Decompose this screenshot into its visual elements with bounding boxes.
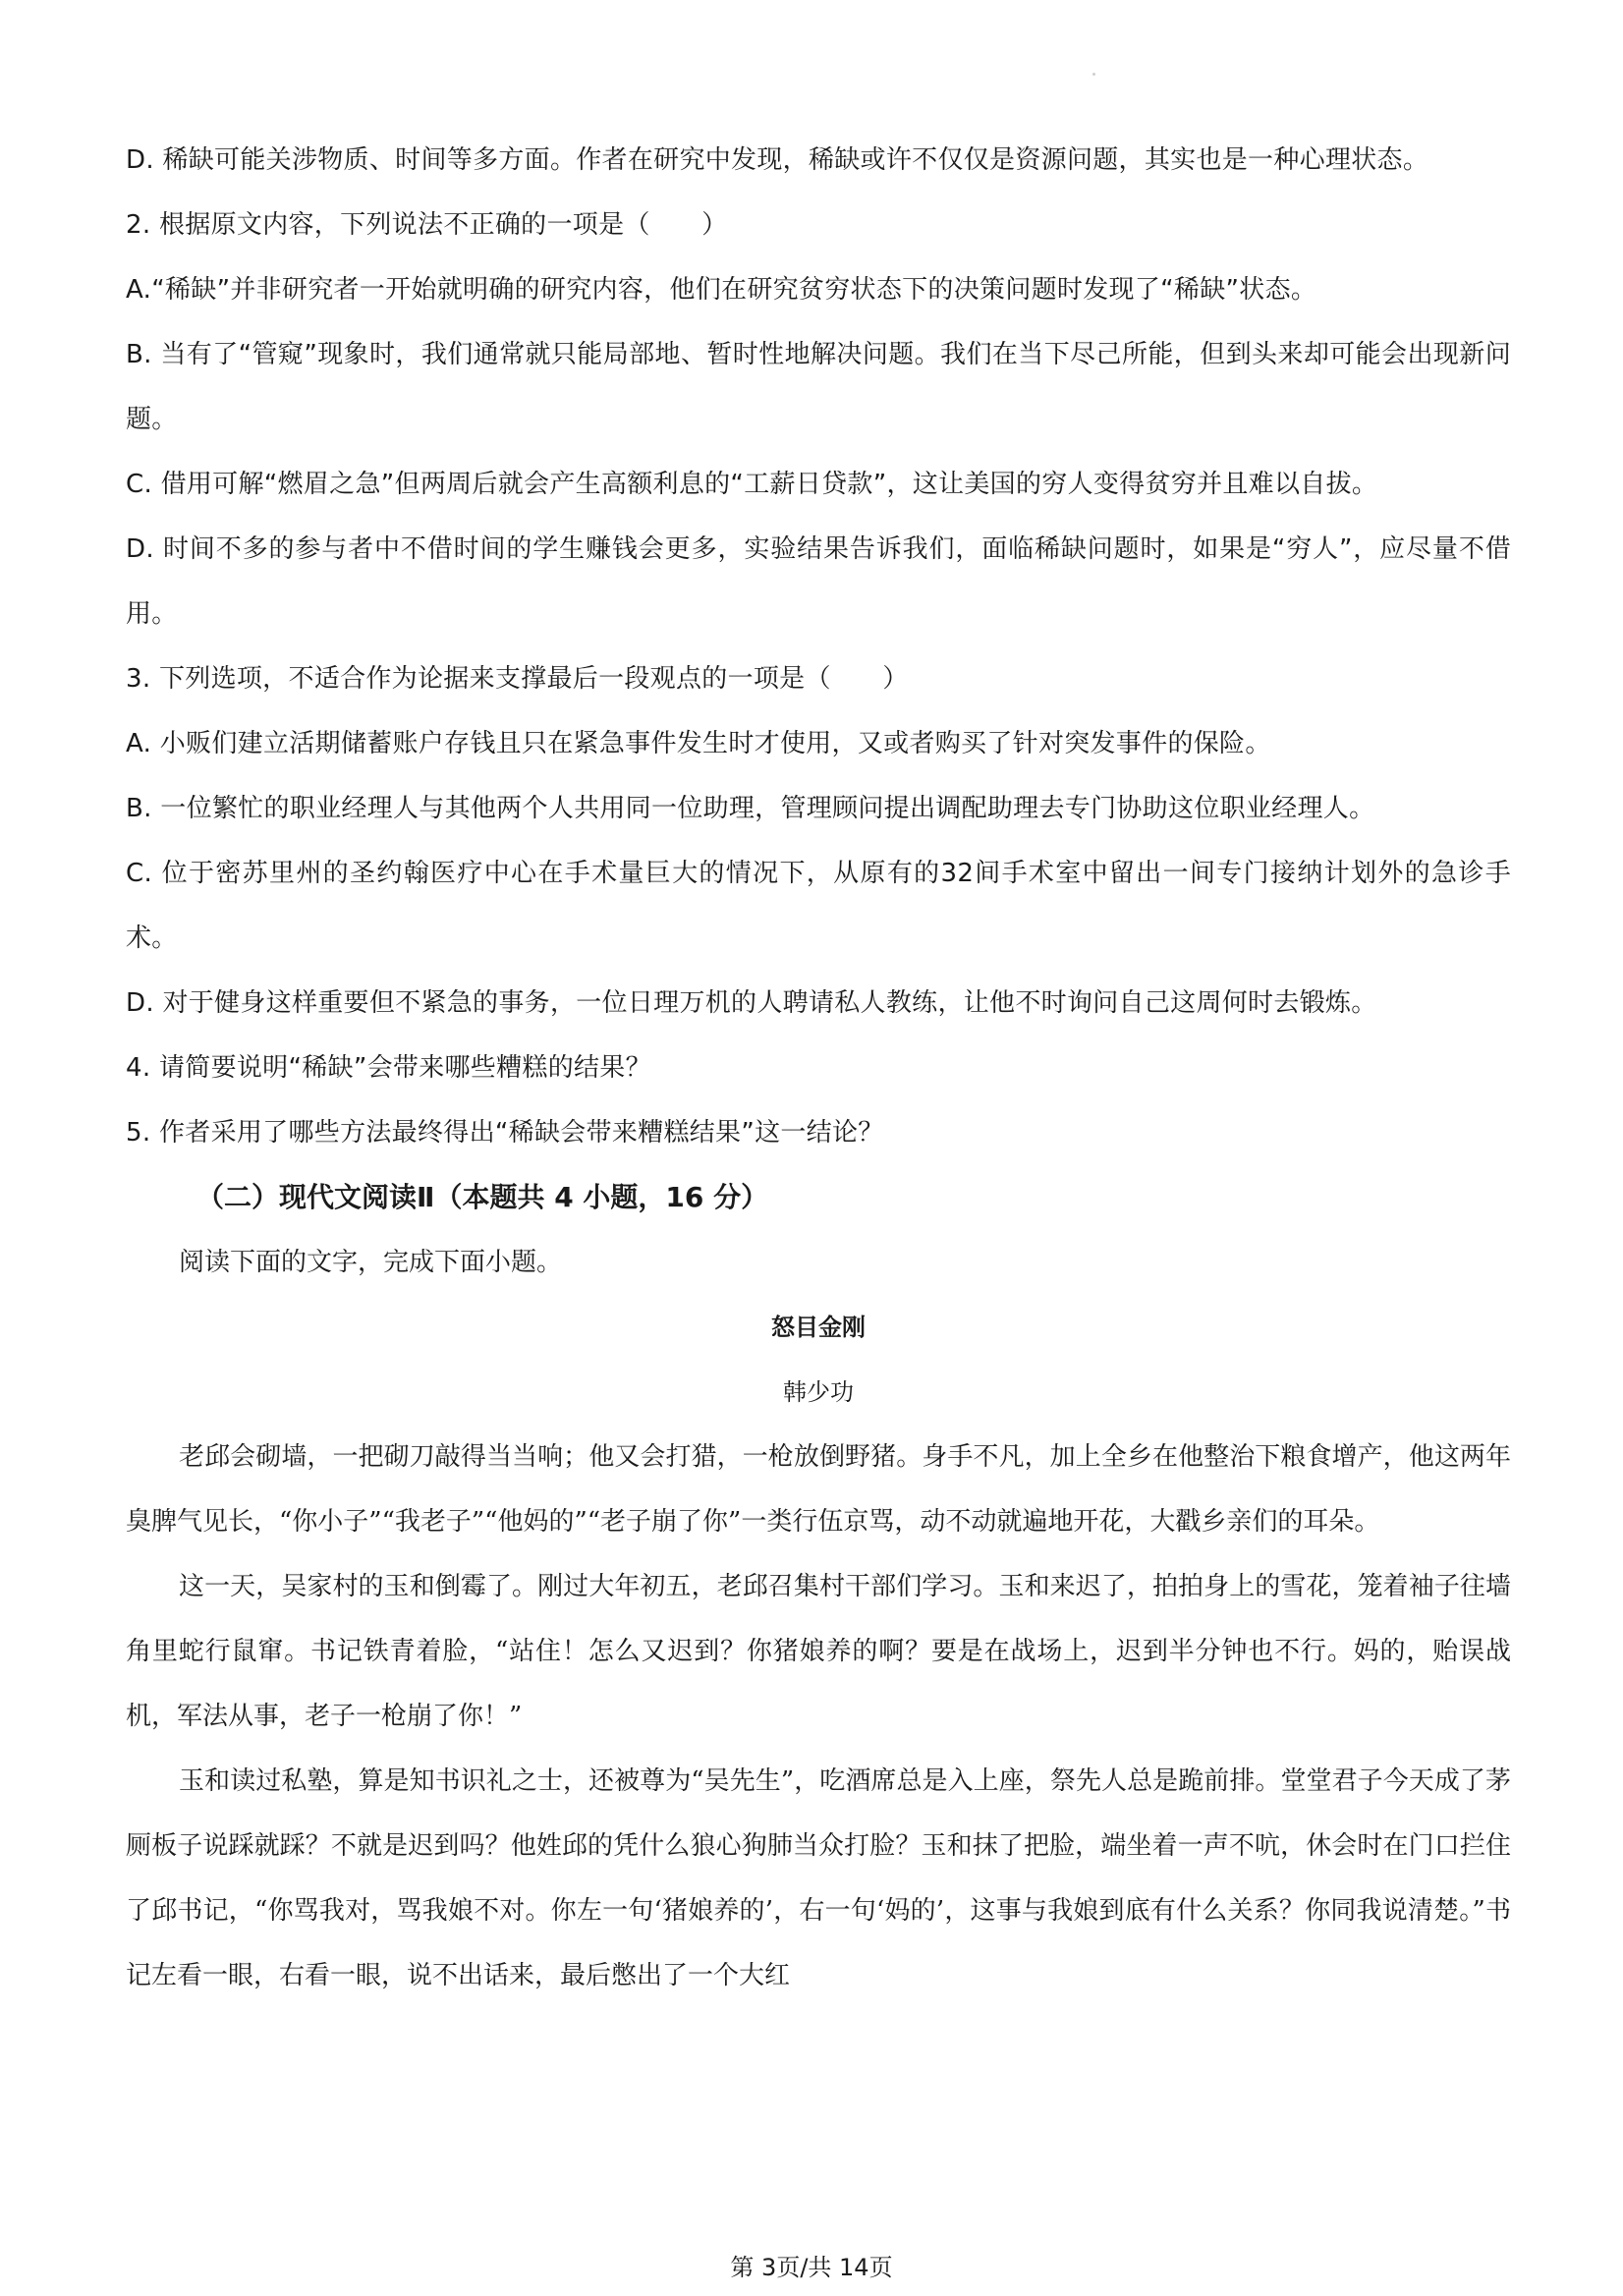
question-2: 2. 根据原文内容，下列说法不正确的一项是（ ） (126, 210, 728, 240)
story-paragraph: 老邱会砌墙，一把砌刀敲得当当响；他又会打猎，一枪放倒野猪。身手不凡，加上全乡在他整治下粮食增产，他这两年臭脾气见长，“你小子”“我老子”“他妈的”“老子崩了你”一类行伍京骂，动不动就遍地开花，大戳乡亲们的耳朵。 (126, 1442, 1511, 1537)
option-c-q3: C. 位于密苏里州的圣约翰医疗中心在手术量巨大的情况下，从原有的32间手术室中留出一间专门接纳计划外的急诊手术。 (126, 859, 1511, 953)
story-paragraph: 这一天，吴家村的玉和倒霉了。刚过大年初五，老邱召集村干部们学习。玉和来迟了，拍拍身上的雪花，笼着袖子往墙角里蛇行鼠窜。书记铁青着脸，“站住！怎么又迟到？你猪娘养的啊？要是在战场上，迟到半分钟也不行。妈的，贻误战机，军法从事，老子一枪崩了你！” (126, 1572, 1511, 1731)
section-heading: （二）现代文阅读Ⅱ（本题共 4 小题，16 分） (196, 1181, 769, 1213)
option-b-q2: B. 当有了“管窥”现象时，我们通常就只能局部地、暂时性地解决问题。我们在当下尽己所能，但到头来却可能会出现新问题。 (126, 340, 1511, 434)
question-4: 4. 请简要说明“稀缺”会带来哪些糟糕的结果？ (126, 1053, 651, 1083)
option-c-q2: C. 借用可解“燃眉之急”但两周后就会产生高额利息的“工薪日贷款”，这让美国的穷人变得贫穷并且难以自拔。 (126, 470, 1378, 499)
option-a-q2: A.“稀缺”并非研究者一开始就明确的研究内容，他们在研究贫穷状态下的决策问题时发现了“稀缺”状态。 (126, 275, 1317, 305)
story-author: 韩少功 (783, 1378, 854, 1406)
story-paragraph: 玉和读过私塾，算是知书识礼之士，还被尊为“吴先生”，吃酒席总是入上座，祭先人总是跪前排。堂堂君子今天成了茅厕板子说踩就踩？不就是迟到吗？他姓邱的凭什么狼心狗肺当众打脸？玉和抹了把脸，端坐着一声不吭，休会时在门口拦住了邱书记，“你骂我对，骂我娘不对。你左一句‘猪娘养的’，右一句‘妈的’，这事与我娘到底有什么关系？你同我说清楚。”书记左看一眼，右看一眼，说不出话来，最后憋出了一个大红 (126, 1766, 1511, 1990)
section-instruction: 阅读下面的文字，完成下面小题。 (179, 1248, 563, 1277)
page-number-footer: 第 3页/共 14页 (730, 2254, 893, 2281)
option-d-q3: D. 对于健身这样重要但不紧急的事务，一位日理万机的人聘请私人教练，让他不时询问自己这周何时去锻炼。 (126, 988, 1377, 1018)
option-d-q2: D. 时间不多的参与者中不借时间的学生赚钱会更多，实验结果告诉我们，面临稀缺问题时，如果是“穷人”，应尽量不借用。 (126, 534, 1511, 629)
question-3: 3. 下列选项，不适合作为论据来支撑最后一段观点的一项是（ ） (126, 664, 909, 694)
document-page (126, 128, 1511, 2008)
option-a-q3: A. 小贩们建立活期储蓄账户存钱且只在紧急事件发生时才使用，又或者购买了针对突发事件的保险。 (126, 729, 1271, 758)
scan-speck (1092, 73, 1095, 76)
question-5: 5. 作者采用了哪些方法最终得出“稀缺会带来糟糕结果”这一结论？ (126, 1118, 884, 1148)
option-d-q1: D. 稀缺可能关涉物质、时间等多方面。作者在研究中发现，稀缺或许不仅仅是资源问题，其实也是一种心理状态。 (126, 145, 1429, 175)
story-title: 怒目金刚 (771, 1314, 866, 1341)
option-b-q3: B. 一位繁忙的职业经理人与其他两个人共用同一位助理，管理顾问提出调配助理去专门协助这位职业经理人。 (126, 794, 1375, 823)
